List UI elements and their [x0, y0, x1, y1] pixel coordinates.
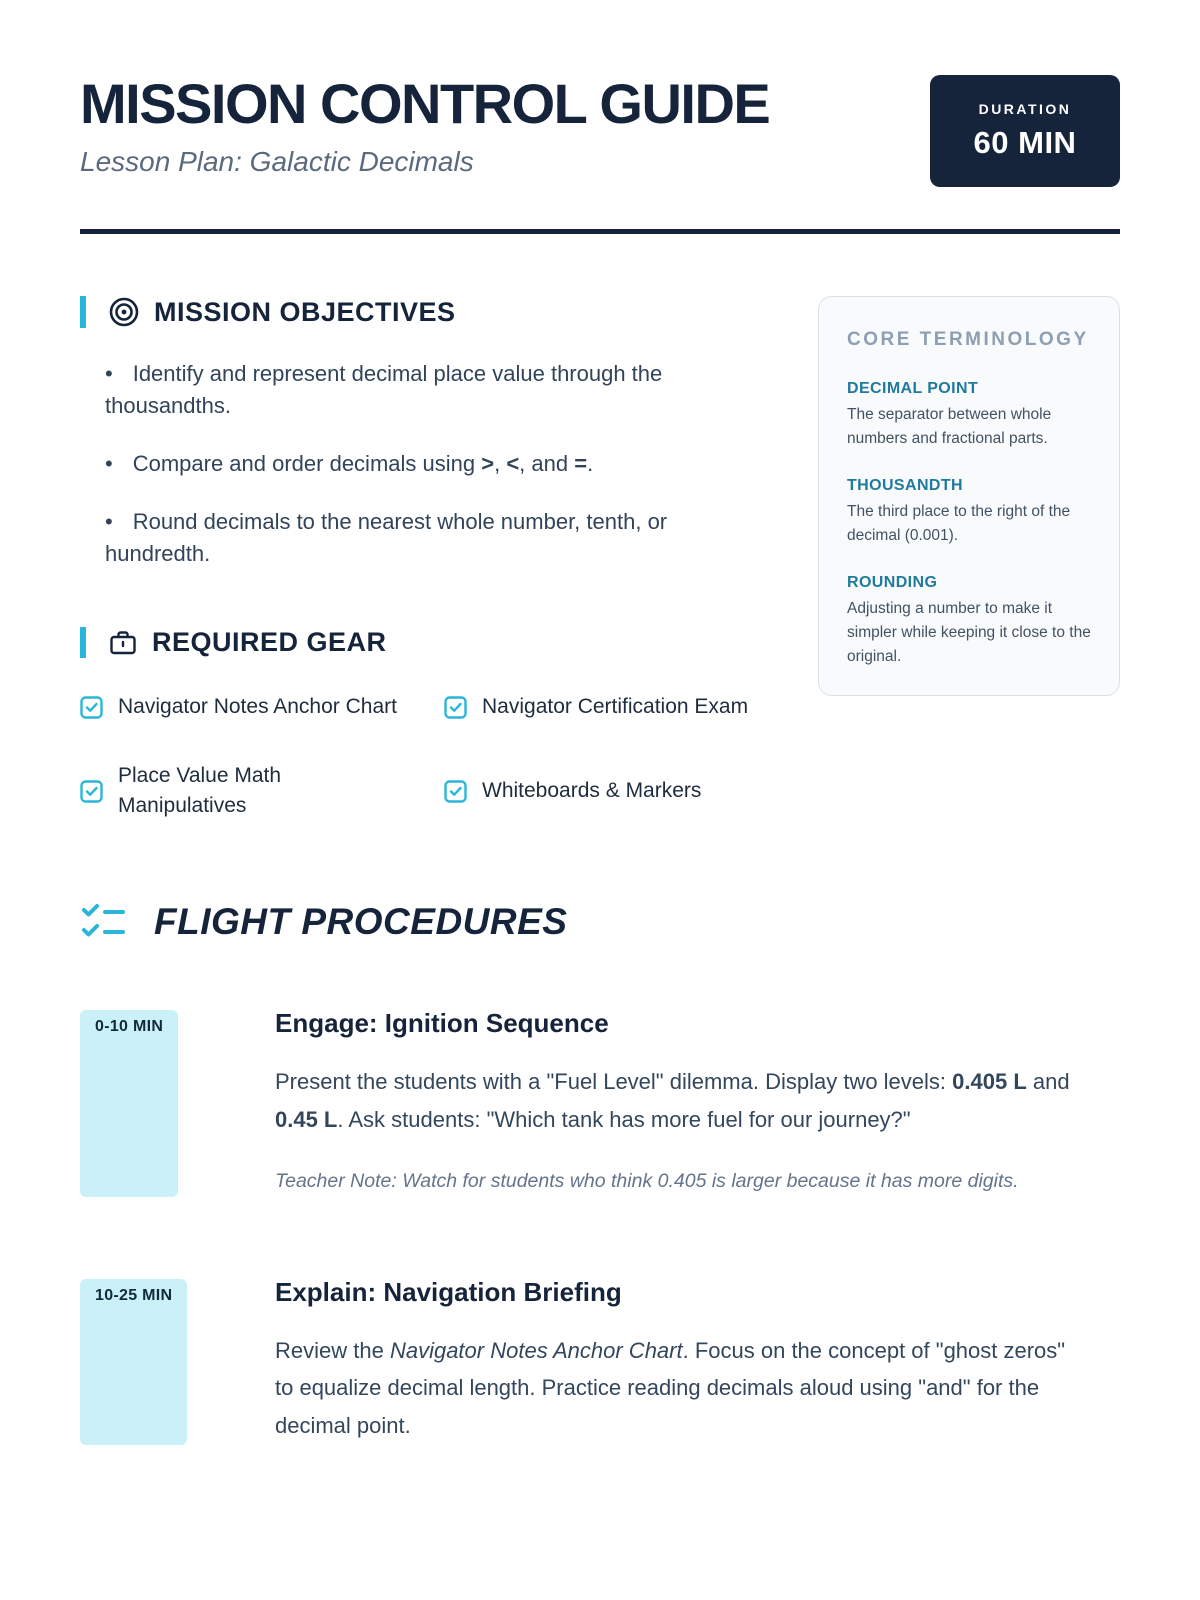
- header-titles: [80, 72, 770, 178]
- activity-explain: [80, 1277, 1120, 1445]
- gear-item-label: Place Value Math Manipulatives: [118, 763, 282, 818]
- gear-heading: [80, 627, 763, 658]
- activity-engage: [80, 1008, 1120, 1197]
- page-title: MISSION CONTROL GUIDE: [80, 72, 770, 135]
- required-gear-section: [80, 627, 763, 821]
- activity-title: Explain: Navigation Briefing: [275, 1276, 622, 1307]
- duration-value: 60 MIN: [973, 125, 1077, 160]
- objective-text: Identify and represent decimal place value through the thousandths.: [105, 361, 663, 418]
- objectives-list: [80, 358, 763, 569]
- briefcase-icon: [108, 628, 138, 658]
- terminology-card: [818, 296, 1120, 696]
- checkbox-check-icon: [80, 780, 103, 803]
- gear-item-label: Navigator Notes Anchor Chart: [118, 695, 397, 719]
- activity-body: Review the Navigator Notes Anchor Chart. Focus on the concept of "ghost zeros" to equalize decimal length. Practice reading decimals aloud using "and" for the decimal point.: [275, 1337, 1066, 1439]
- term-block: [847, 574, 1091, 669]
- checkbox-check-icon: [444, 780, 467, 803]
- activity-body: Present the students with a "Fuel Level" dilemma. Display two levels: 0.405 L and 0.45 L. Ask students: "Which tank has more fuel for our journey?": [275, 1068, 1070, 1132]
- term-block: [847, 380, 1091, 451]
- term-definition: Adjusting a number to make it simpler while keeping it close to the original.: [847, 599, 1091, 665]
- gear-checklist: [80, 692, 763, 821]
- time-badge: 0-10 MIN: [80, 1010, 178, 1197]
- term-definition: The separator between whole numbers and fractional parts.: [847, 405, 1052, 447]
- objective-text: Compare and order decimals using >, <, and =.: [132, 450, 594, 476]
- mission-objectives-section: [80, 296, 763, 569]
- left-column: [80, 296, 763, 822]
- bullet-icon: •: [105, 450, 113, 476]
- bullet-icon: •: [105, 508, 113, 534]
- gear-item-label: Whiteboards & Markers: [482, 779, 702, 803]
- objectives-heading: [80, 296, 763, 328]
- main-content: [80, 296, 1120, 822]
- teacher-note: Teacher Note: Watch for students who think 0.405 is larger because it has more digits.: [275, 1170, 1019, 1193]
- gear-item-label: Navigator Certification Exam: [482, 695, 749, 719]
- objective-text: Round decimals to the nearest whole number, tenth, or hundredth.: [105, 508, 668, 566]
- duration-badge: [930, 75, 1120, 187]
- term-definition: The third place to the right of the decimal (0.001).: [847, 502, 1071, 544]
- time-badge: 10-25 MIN: [80, 1279, 187, 1445]
- checkbox-check-icon: [80, 696, 103, 719]
- gear-title: REQUIRED GEAR: [152, 627, 387, 658]
- term-name: THOUSANDTH: [847, 476, 963, 494]
- objective-item: [105, 358, 763, 422]
- activities-list: [80, 1008, 1120, 1445]
- procedures-title: FLIGHT PROCEDURES: [154, 900, 568, 942]
- activity-content: [275, 1008, 1120, 1197]
- activity-content: [275, 1277, 1120, 1445]
- gear-item: [80, 761, 399, 822]
- term-name: ROUNDING: [847, 573, 938, 591]
- checkbox-check-icon: [444, 696, 467, 719]
- objectives-title: MISSION OBJECTIVES: [154, 296, 456, 327]
- header-divider: [80, 229, 1120, 234]
- activity-title: Engage: Ignition Sequence: [275, 1007, 609, 1038]
- duration-label: DURATION: [978, 101, 1072, 117]
- target-icon: [108, 296, 140, 328]
- objective-item: [105, 448, 763, 480]
- flight-procedures-section: [80, 900, 1120, 1445]
- term-block: [847, 477, 1091, 548]
- procedures-heading: [80, 900, 1120, 944]
- gear-item: [80, 692, 399, 722]
- bullet-icon: •: [105, 361, 113, 386]
- page-subtitle: Lesson Plan: Galactic Decimals: [80, 145, 474, 177]
- objective-item: [105, 506, 763, 570]
- term-name: DECIMAL POINT: [847, 379, 979, 397]
- header: [80, 72, 1120, 187]
- gear-item: [444, 761, 763, 822]
- terminology-title: CORE TERMINOLOGY: [847, 329, 1089, 350]
- checklist-icon: [80, 900, 128, 944]
- gear-item: [444, 692, 763, 722]
